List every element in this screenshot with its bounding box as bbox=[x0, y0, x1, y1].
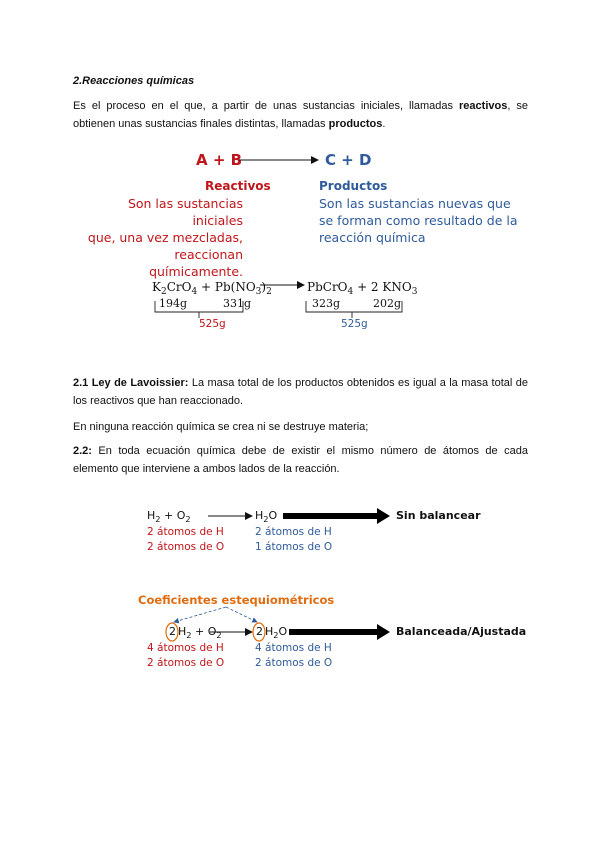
scheme-right: C + D bbox=[325, 151, 372, 169]
atom-count: 2 átomos de H bbox=[147, 526, 224, 538]
rule-label: 2.2: bbox=[73, 445, 92, 457]
balanced-big-arrow bbox=[289, 624, 390, 640]
bracket-right bbox=[306, 301, 402, 318]
coef-title: Coeficientes estequiométricos bbox=[138, 593, 335, 607]
intro-productos: productos bbox=[328, 118, 383, 130]
reactivos-label: Reactivos bbox=[205, 179, 271, 193]
example-reactants: $K_2CrO_4 + Pb(NO_3)_2$ bbox=[152, 280, 272, 298]
atom-count: 2 átomos de O bbox=[147, 657, 225, 669]
intro-text: Es el proceso en el que, a partir de unas sustancias iniciales, llamadas bbox=[73, 100, 460, 112]
productos-label: Productos bbox=[319, 179, 388, 193]
coef-pointer-left bbox=[174, 607, 226, 622]
bracket-left bbox=[155, 301, 243, 318]
coef-pointer-right bbox=[226, 607, 257, 622]
reactivos-desc-line: reaccionan químicamente. bbox=[149, 247, 243, 279]
reactivos-desc-line: Son las sustancias iniciales bbox=[127, 196, 243, 228]
unbalanced-result: Sin balancear bbox=[396, 509, 481, 522]
materia-sentence: En ninguna reacción química se crea ni se destruye materia; bbox=[73, 421, 369, 433]
atom-count: 2 átomos de O bbox=[147, 541, 225, 553]
mass-pbcro4: 323g bbox=[312, 297, 341, 310]
unbalanced-product: $H_2O$ bbox=[255, 509, 278, 524]
intro-text: . bbox=[382, 118, 386, 130]
scheme-left: A + B bbox=[196, 151, 243, 169]
intro-reactivos: reactivos bbox=[459, 100, 508, 112]
mass-k2cro4: 194g bbox=[159, 297, 188, 310]
intro-text: , se obtienen unas sustancias finales distintas, llamadas bbox=[73, 100, 528, 130]
atom-count: 2 átomos de O bbox=[255, 657, 333, 669]
productos-desc-line: reacción química bbox=[319, 230, 426, 245]
total-mass-left: 525g bbox=[199, 318, 226, 330]
balanced-product: $H_2O$ bbox=[265, 625, 288, 640]
mass-kno3: 202g bbox=[373, 297, 402, 310]
atom-count: 1 átomos de O bbox=[255, 541, 333, 553]
example-products: PbCrO$_4$ + 2 $KNO_3$ bbox=[307, 280, 418, 298]
total-mass-right: 525g bbox=[341, 318, 368, 330]
lavoisier-text: La masa total de los productos obtenidos es igual a la masa total de los reactivos que han reaccionado. bbox=[73, 377, 528, 407]
coef-circle-left bbox=[166, 623, 178, 641]
atom-count: 2 átomos de H bbox=[255, 526, 332, 538]
balanced-reactants: $H_2 + O_2$ bbox=[178, 625, 222, 640]
coef-left: 2 bbox=[169, 625, 176, 638]
mass-pbno3: 331g bbox=[223, 297, 252, 310]
section-title: 2.Reacciones químicas bbox=[73, 75, 195, 87]
coef-right: 2 bbox=[256, 625, 263, 638]
unbalanced-big-arrow bbox=[283, 508, 390, 524]
rule-text: En toda ecuación química debe de existir el mismo número de átomos de cada elemento que interviene a ambos lados de la reacción. bbox=[73, 445, 528, 475]
unbalanced-reactants: $H_2 + O_2$ bbox=[147, 509, 191, 524]
atom-count: 4 átomos de H bbox=[255, 642, 332, 654]
reactivos-desc-line: que, una vez mezcladas, bbox=[87, 230, 243, 245]
lavoisier-label: 2.1 Ley de Lavoissier: bbox=[73, 377, 189, 389]
atom-count: 4 átomos de H bbox=[147, 642, 224, 654]
productos-desc-line: se forman como resultado de la bbox=[319, 213, 518, 228]
productos-desc-line: Son las sustancias nuevas que bbox=[319, 196, 511, 211]
coef-circle-right bbox=[253, 623, 265, 641]
balanced-result: Balanceada/Ajustada bbox=[396, 625, 527, 638]
